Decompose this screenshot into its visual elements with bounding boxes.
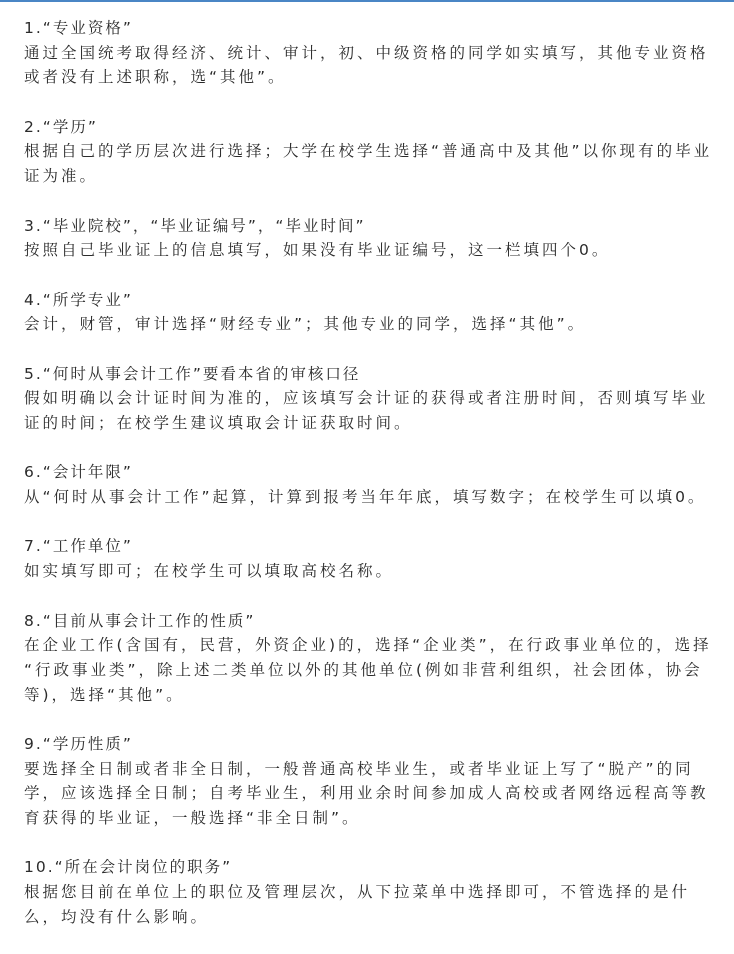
section-text-line: 按照自己毕业证上的信息填写，如果没有毕业证编号，这一栏填四个0。 bbox=[24, 241, 611, 260]
section-text-line: 如实填写即可；在校学生可以填取高校名称。 bbox=[24, 562, 395, 581]
section-major bbox=[24, 288, 724, 337]
section-education bbox=[24, 115, 724, 189]
section-text-line: 通过全国统考取得经济、统计、审计，初、中级资格的同学如实填写，其他专业资格 bbox=[24, 43, 709, 62]
section-heading: 3.“毕业院校”，“毕业证编号”，“毕业时间” bbox=[24, 216, 366, 235]
section-professional-qualification bbox=[24, 16, 724, 90]
section-position-title bbox=[24, 855, 724, 929]
section-text-line: 从“何时从事会计工作”起算，计算到报考当年年底，填写数字；在校学生可以填0。 bbox=[24, 488, 707, 507]
section-heading: 5.“何时从事会计工作”要看本省的审核口径 bbox=[24, 364, 361, 383]
top-divider bbox=[0, 0, 734, 2]
section-heading: 7.“工作单位” bbox=[24, 537, 133, 556]
section-text-line: 育获得的毕业证，一般选择“非全日制”。 bbox=[24, 809, 361, 827]
section-work-nature bbox=[24, 609, 724, 708]
section-heading: 10.“所在会计岗位的职务” bbox=[24, 858, 233, 877]
section-text-line: “行政事业类”，除上述二类单位以外的其他单位(例如非营利组织，社会团体，协会 bbox=[24, 660, 703, 679]
section-text-line: 么，均没有什么影响。 bbox=[24, 907, 210, 926]
section-text-line: 在企业工作(含国有，民营，外资企业)的，选择“企业类”，在行政事业单位的，选择 bbox=[24, 636, 712, 655]
section-education-type bbox=[24, 732, 724, 831]
section-heading: 8.“目前从事会计工作的性质” bbox=[24, 611, 256, 630]
section-graduation-info bbox=[24, 214, 724, 263]
section-text-line: 等)，选择“其他”。 bbox=[24, 685, 185, 704]
section-work-start-date bbox=[24, 362, 724, 436]
section-text-line: 证为准。 bbox=[24, 167, 99, 186]
section-text-line: 学，应该选择全日制；自考毕业生，利用业余时间参加成人高校或者网络远程高等教 bbox=[24, 784, 709, 803]
section-heading: 1.“专业资格” bbox=[24, 19, 133, 37]
section-text-line: 要选择全日制或者非全日制，一般普通高校毕业生，或者毕业证上写了“脱产”的同 bbox=[24, 759, 694, 778]
section-heading: 2.“学历” bbox=[24, 117, 98, 136]
section-text-line: 会计，财管，审计选择“财经专业”；其他专业的同学，选择“其他”。 bbox=[24, 315, 587, 334]
section-text-line: 证的时间；在校学生建议填取会计证获取时间。 bbox=[24, 414, 413, 432]
section-accounting-years bbox=[24, 460, 724, 509]
article-body bbox=[24, 16, 724, 954]
section-text-line: 根据您目前在单位上的职位及管理层次，从下拉菜单中选择即可，不管选择的是什 bbox=[24, 883, 691, 902]
section-heading: 4.“所学专业” bbox=[24, 290, 133, 309]
section-heading: 6.“会计年限” bbox=[24, 463, 133, 482]
section-employer bbox=[24, 534, 724, 583]
section-text-line: 或者没有上述职称，选“其他”。 bbox=[24, 68, 287, 87]
section-text-line: 假如明确以会计证时间为准的，应该填写会计证的获得或者注册时间，否则填写毕业 bbox=[24, 389, 709, 408]
section-heading: 9.“学历性质” bbox=[24, 734, 133, 753]
section-text-line: 根据自己的学历层次进行选择；大学在校学生选择“普通高中及其他”以你现有的毕业 bbox=[24, 142, 713, 161]
